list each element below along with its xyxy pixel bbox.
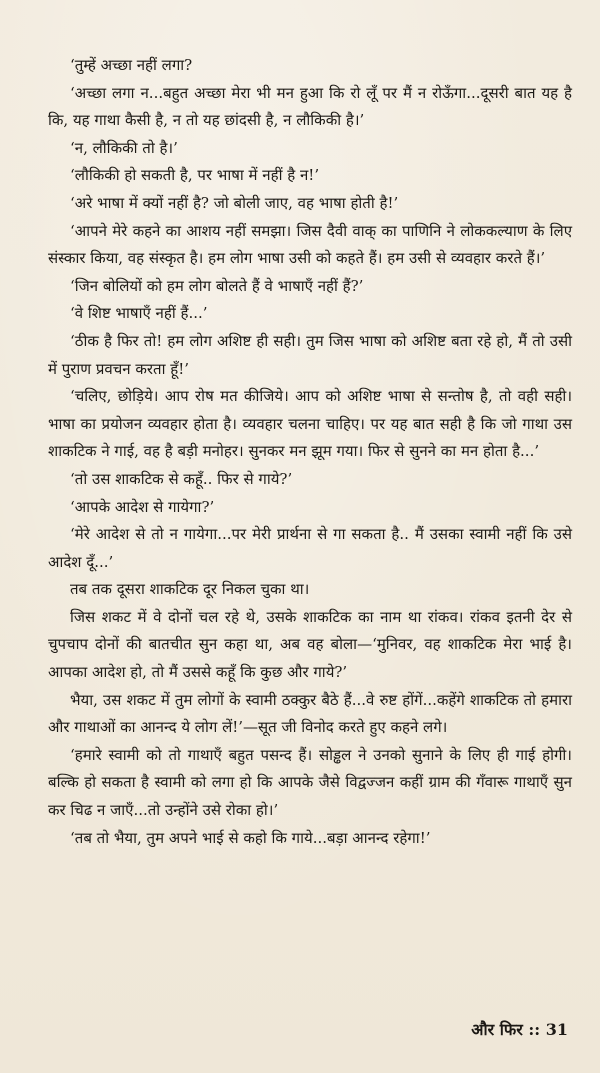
paragraph-13: ‘मेरे आदेश से तो न गायेगा...पर मेरी प्रार्थना से गा सकता है.. मैं उसका स्वामी नहीं कि उसे आदेश दूँ...’ bbox=[48, 525, 572, 571]
paragraph-16: भैया, उस शकट में तुम लोगों के स्वामी ठक्कुर बैठे हैं...वे रुष्ट होंगें...कहेंगे शाकटिक तो हमारा और गाथाओं का आनन्द ये लोग लें!’—सूत जी विनोद करते हुए कहने लगे। bbox=[48, 690, 572, 737]
paragraph-3: ‘न, लौकिकी तो है।’ bbox=[70, 138, 178, 157]
paragraph-5: ‘अरे भाषा में क्यों नहीं है? जो बोली जाए, वह भाषा होती है!’ bbox=[70, 193, 399, 212]
paragraph-8: ‘वे शिष्ट भाषाएँ नहीं हैं...’ bbox=[70, 304, 208, 323]
page-body-text bbox=[48, 52, 572, 852]
paragraph-1: ‘तुम्हें अच्छा नहीं लगा? bbox=[70, 56, 193, 74]
paragraph-4: ‘लौकिकी हो सकती है, पर भाषा में नहीं है न!’ bbox=[70, 166, 320, 185]
paragraph-12: ‘आपके आदेश से गायेगा?’ bbox=[70, 497, 215, 516]
paragraph-10: ‘चलिए, छोड़िये। आप रोष मत कीजिये। आप को अशिष्ट भाषा से सन्तोष है, तो वही सही। भाषा का प्रयोजन व्यवहार होता है। व्यवहार चलना चाहिए। पर यह बात सही है कि जो गाथा उस शाकटिक ने गाई, वह है बड़ी मनोहर। सुनकर मन झूम गया। फिर से सुनने का मन होता है...’ bbox=[48, 387, 572, 461]
running-title: और फिर bbox=[471, 1020, 523, 1039]
paragraph-11: ‘तो उस शाकटिक से कहूँ.. फिर से गाये?’ bbox=[70, 469, 293, 488]
page-footer bbox=[471, 1018, 568, 1040]
paragraph-18: ‘तब तो भैया, तुम अपने भाई से कहो कि गाये...बड़ा आनन्द रहेगा!’ bbox=[70, 828, 431, 847]
paragraph-15: जिस शकट में वे दोनों चल रहे थे, उसके शाकटिक का नाम था रांकव। रांकव इतनी देर से चुपचाप दोनों की बातचीत सुन कहा था, अब वह बोला—‘मुनिवर, वह शाकटिक मेरा भाई है। आपका आदेश हो, तो मैं उससे कहूँ कि कुछ और गाये?’ bbox=[48, 607, 572, 682]
page-number: 31 bbox=[545, 1020, 568, 1039]
paragraph-6: ‘आपने मेरे कहने का आशय नहीं समझा। जिस दैवी वाक् का पाणिनि ने लोककल्याण के लिए संस्कार किया, वह संस्कृत है। हम लोग भाषा उसी को कहते हैं। हम उसी से व्यवहार करते हैं।’ bbox=[48, 221, 572, 268]
paragraph-9: ‘ठीक है फिर तो! हम लोग अशिष्ट ही सही। तुम जिस भाषा को अशिष्ट बता रहे हो, मैं तो उसी में पुराण प्रवचन करता हूँ!’ bbox=[48, 331, 572, 378]
paragraph-2: ‘अच्छा लगा न...बहुत अच्छा मेरा भी मन हुआ कि रो लूँ पर मैं न रोऊँगा...दूसरी बात यह है कि, यह गाथा कैसी है, न तो यह छांदसी है, न लौकिकी है।’ bbox=[48, 83, 572, 130]
paragraph-17: ‘हमारे स्वामी को तो गाथाएँ बहुत पसन्द हैं। सोड्ढल ने उनको सुनाने के लिए ही गाई होगी। बल्कि हो सकता है स्वामी को लगा हो कि आपके जैसे विद्वज्जन कहीं ग्राम की गँवारू गाथाएँ सुन कर चिढ न जाएँ...तो उन्होंने उसे रोका हो।’ bbox=[48, 745, 572, 820]
paragraph-14: तब तक दूसरा शाकटिक दूर निकल चुका था। bbox=[70, 580, 310, 599]
footer-separator: :: bbox=[528, 1020, 541, 1039]
paragraph-7: ‘जिन बोलियों को हम लोग बोलते हैं वे भाषाएँ नहीं हैं?’ bbox=[70, 276, 364, 295]
